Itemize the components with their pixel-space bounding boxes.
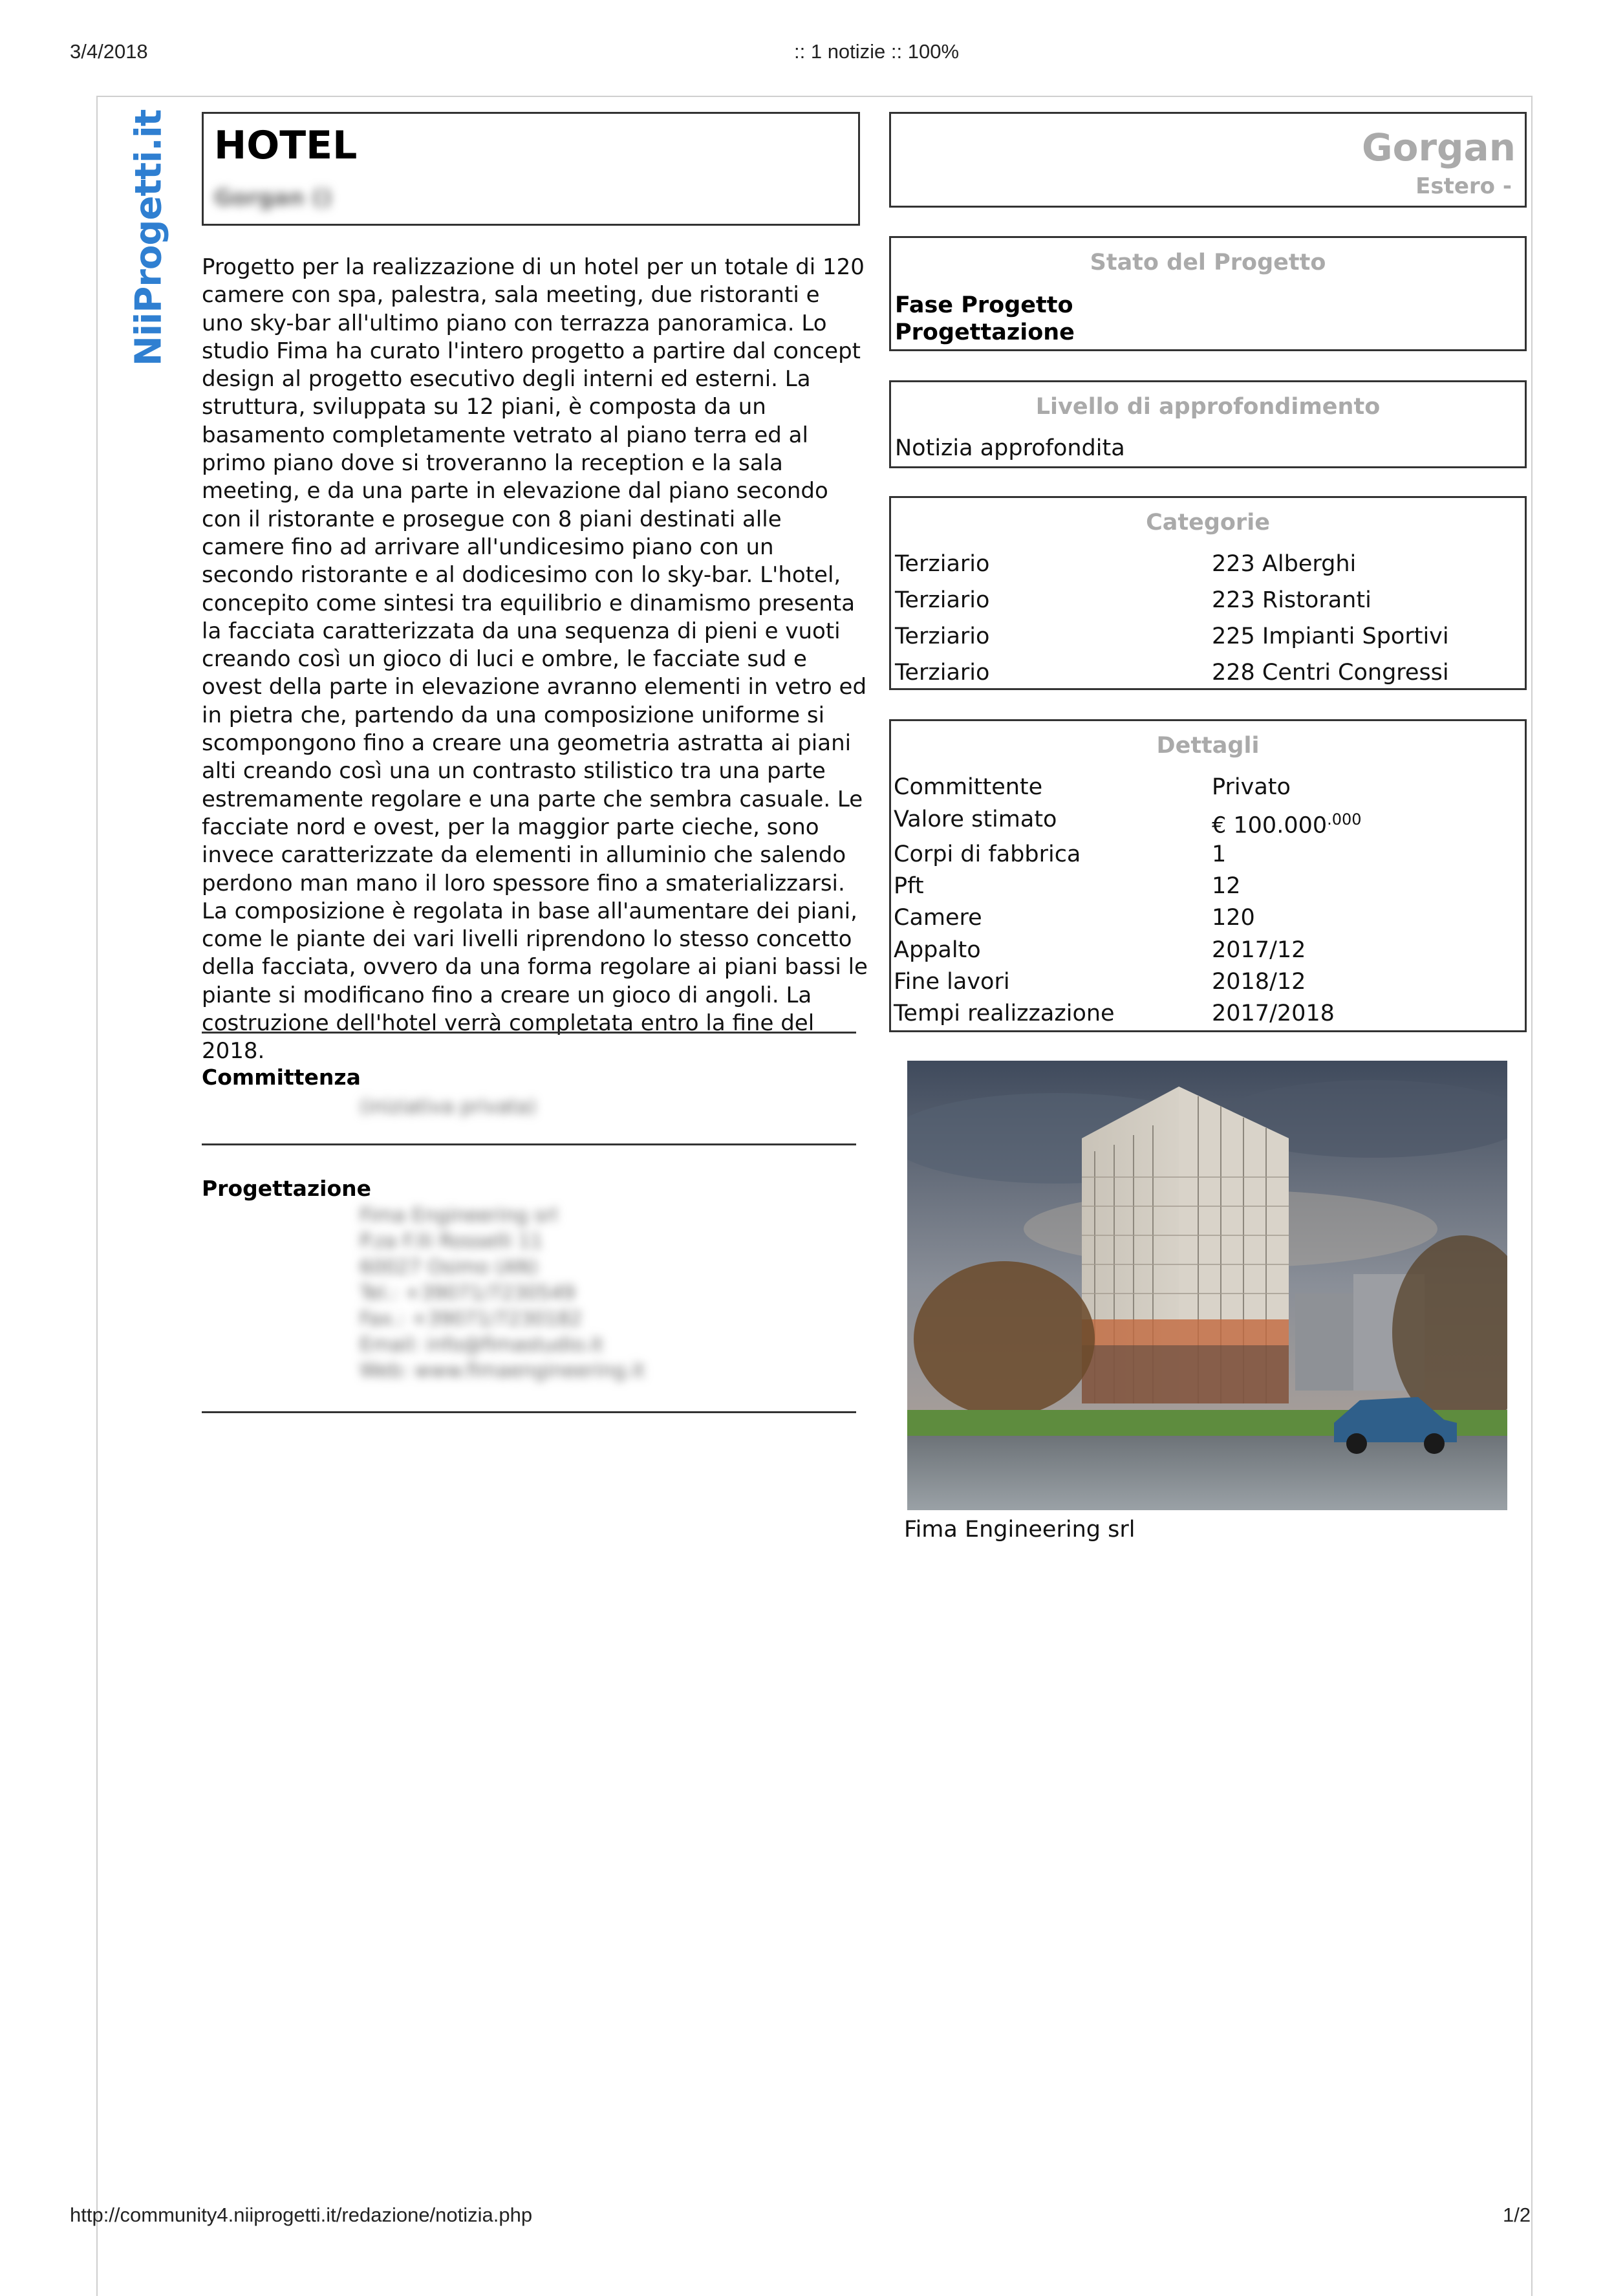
- progettazione-line: P.za F.lli Rosselli 11: [360, 1230, 543, 1253]
- project-description: Progetto per la realizzazione di un hotel per un totale di 120 camere con spa, palestra, sala meeting, due ristoranti e uno sky-bar all'ultimo piano con terrazza panoramica. Lo studio Fima ha curato l'intero progetto a partire dal concept design al progetto esecutivo degli interni ed esterni. La struttura, sviluppata su 12 piani, è composta da un basamento completamente vetrato al piano terra ed al primo piano dove si troveranno la reception e la sala meeting, e da una parte in elevazione dal piano secondo con il ristorante e prosegue con 8 piani destinati alle camere fino ad arrivare all'undicesimo piano con un secondo ristorante e al dodicesimo con lo sky-bar. L'hotel, concepito come sintesi tra equilibrio e dinamismo presenta la facciata caratterizzata da una sequenza di pieni e vuoti creando così un gioco di luci e ombre, le facciate sud e ovest della parte in elevazione avranno elementi in vetro ed in pietra che, partendo da una composizione uniforme si scompongono fino a creare una geometria astratta ai piani alti creando così una un contrasto stilistico tra una parte estremamente regolare e una parte che sembra casuale. Le facciate nord e ovest, per la maggior parte cieche, sono invece caratterizzate da elementi in alluminio che salendo perdono man mano il loro spessore fino a smaterializzarsi. La composizione è regolata in base all'aumentare dei piani, come le piante dei vari livelli riprendono lo stesso concetto della facciata, ovvero da una forma regolare ai piani bassi le piante si modificano fino a creare un gioco di angoli. La costruzione dell'hotel verrà completata entro la fine del 2018.: [202, 254, 868, 1065]
- categorie-panel: [889, 496, 1527, 690]
- progettazione-line: Tel.: +39071/7230549: [360, 1282, 576, 1305]
- location-country: Estero -: [1415, 173, 1512, 199]
- hotel-rendering-image: [907, 1061, 1507, 1510]
- dettaglio-label: Camere: [894, 905, 982, 931]
- print-date: 3/4/2018: [70, 40, 148, 63]
- divider: [202, 1411, 856, 1413]
- location-box: [889, 112, 1527, 208]
- print-page-number: 1/2: [1503, 2204, 1531, 2226]
- progettazione-line: Web: www.fimaengineering.it: [360, 1359, 645, 1382]
- dettaglio-label: Appalto: [894, 937, 981, 963]
- dettaglio-value: 1: [1212, 841, 1227, 867]
- divider: [202, 1032, 856, 1034]
- dettaglio-label: Fine lavori: [894, 969, 1010, 995]
- dettaglio-value: 12: [1212, 873, 1241, 899]
- dettaglio-value: 2017/12: [1212, 937, 1306, 963]
- progettazione-label: Progettazione: [202, 1176, 372, 1201]
- dettaglio-label: Pft: [894, 873, 924, 899]
- dettaglio-value: [1212, 810, 1362, 839]
- categoria-sector: Terziario: [895, 551, 990, 577]
- stato-heading: Stato del Progetto: [1090, 250, 1326, 276]
- categoria-sector: Terziario: [895, 623, 990, 649]
- valore-stimato-sup: .000: [1327, 810, 1362, 829]
- categoria-name: 228 Centri Congressi: [1212, 660, 1449, 686]
- progettazione-line: Email: info@fimastudio.it: [360, 1334, 603, 1356]
- stato-fase-label: Fase Progetto: [895, 292, 1073, 318]
- progettazione-line: 60027 Osimo (AN): [360, 1256, 539, 1279]
- dettaglio-label: Corpi di fabbrica: [894, 841, 1081, 867]
- livello-value: Notizia approfondita: [895, 435, 1125, 461]
- photo-caption: Fima Engineering srl: [904, 1517, 1135, 1543]
- dettaglio-value: 2018/12: [1212, 969, 1306, 995]
- project-subtitle: Gorgan (): [214, 185, 332, 211]
- divider: [202, 1143, 856, 1145]
- progettazione-line: Fima Engineering srl: [360, 1204, 558, 1227]
- dettaglio-value: 2017/2018: [1212, 1001, 1335, 1026]
- project-title: HOTEL: [214, 123, 358, 168]
- categoria-name: 223 Ristoranti: [1212, 587, 1372, 613]
- dettaglio-label: Valore stimato: [894, 807, 1057, 832]
- dettaglio-label: Committente: [894, 774, 1043, 800]
- niiprogetti-logo: NiiProgetti.it: [127, 109, 170, 367]
- dettagli-panel: [889, 719, 1527, 1032]
- dettagli-heading: Dettagli: [1156, 733, 1260, 759]
- stato-panel: [889, 236, 1527, 351]
- committenza-value: (iniziativa privata): [360, 1096, 537, 1118]
- livello-panel: [889, 380, 1527, 468]
- categorie-heading: Categorie: [1146, 510, 1270, 536]
- stato-fase-value: Progettazione: [895, 319, 1075, 345]
- committenza-label: Committenza: [202, 1065, 361, 1090]
- dettaglio-value: 120: [1212, 905, 1255, 931]
- print-header-center: :: 1 notizie :: 100%: [794, 40, 960, 63]
- categoria-name: 223 Alberghi: [1212, 551, 1357, 577]
- valore-stimato: € 100.000: [1212, 812, 1328, 839]
- dettaglio-value: Privato: [1212, 774, 1291, 800]
- location-city: Gorgan: [1361, 125, 1516, 169]
- print-footer-url[interactable]: http://community4.niiprogetti.it/redazione/notizia.php: [70, 2204, 533, 2226]
- categoria-name: 225 Impianti Sportivi: [1212, 623, 1449, 649]
- dettaglio-label: Tempi realizzazione: [894, 1001, 1115, 1026]
- categoria-sector: Terziario: [895, 660, 990, 686]
- categoria-sector: Terziario: [895, 587, 990, 613]
- title-box: [202, 112, 860, 226]
- livello-heading: Livello di approfondimento: [1035, 394, 1381, 420]
- progettazione-address: [360, 1203, 645, 1384]
- progettazione-line: Fax.: +39071/7230182: [360, 1308, 583, 1330]
